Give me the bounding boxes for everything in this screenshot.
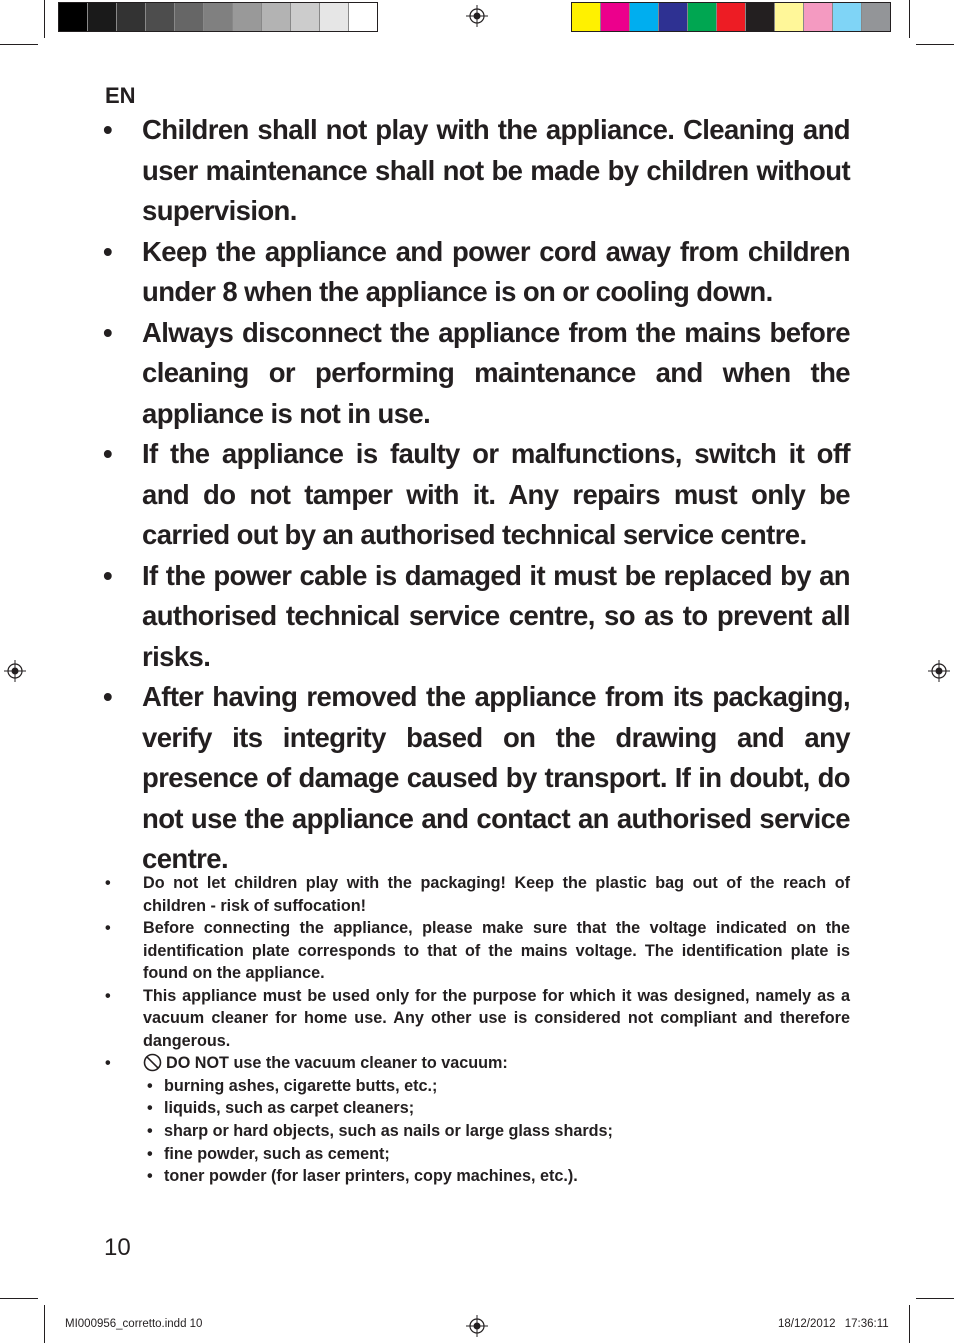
major-warning: • Keep the appliance and power cord away from children under 8 when the appliance is on or cooling down. <box>103 232 850 313</box>
bullet-icon: • <box>103 559 113 591</box>
color-swatch <box>88 3 117 31</box>
minor-warning: • Before connecting the appliance, please make sure that the voltage indicated on the identification plate corresponds to that of the mains voltage. The identification plate is found on the appliance. <box>105 919 850 982</box>
bullet-icon: • <box>147 1167 153 1186</box>
major-warning: • Children shall not play with the appliance. Cleaning and user maintenance shall not be made by children without supervision. <box>103 110 850 232</box>
bullet-icon: • <box>103 114 113 145</box>
grayscale-color-bar <box>58 2 378 32</box>
color-swatch <box>862 3 890 31</box>
bullet-icon: • <box>147 1099 153 1118</box>
color-swatch <box>204 3 233 31</box>
color-swatch <box>572 3 601 31</box>
minor-warning: • Do not let children play with the packaging! Keep the plastic bag out of the reach of children - risk of suffocation! <box>105 874 850 915</box>
bullet-icon: • <box>103 316 113 348</box>
prohibited-item: • sharp or hard objects, such as nails or large glass shards; <box>143 1120 850 1143</box>
language-code: EN <box>105 83 136 108</box>
bullet-icon: • <box>103 681 113 712</box>
minor-warning: • This appliance must be used only for the purpose for which it was designed, namely as a vacuum cleaner for home use. Any other use is considered not compliant and therefore dangerous. <box>105 986 850 1050</box>
color-swatch <box>291 3 320 31</box>
color-swatch <box>117 3 146 31</box>
major-warning: • After having removed the appliance from its packaging, verify its integrity based on the drawing and any presence of damage caused by transport. If in doubt, do not use the appliance and contact an authorised service centre. <box>103 677 850 880</box>
crop-mark <box>44 0 45 38</box>
crop-mark <box>916 44 954 45</box>
bullet-icon: • <box>105 919 111 937</box>
color-swatch <box>262 3 291 31</box>
prohibited-item: • toner powder (for laser printers, copy machines, etc.). <box>143 1165 850 1188</box>
color-swatch <box>746 3 775 31</box>
crop-mark <box>0 44 38 45</box>
major-warning: • Always disconnect the appliance from the mains before cleaning or performing maintenance and when the appliance is not in use. <box>103 313 850 435</box>
color-swatch <box>775 3 804 31</box>
crop-mark <box>44 1305 45 1343</box>
crop-mark <box>909 0 910 38</box>
prohibition-heading: DO NOT use the vacuum cleaner to vacuum: <box>166 1054 508 1072</box>
color-swatch <box>833 3 862 31</box>
color-swatch <box>630 3 659 31</box>
process-color-bar <box>571 2 891 32</box>
major-warning: • If the power cable is damaged it must be replaced by an authorised technical service centre, so as to prevent all risks. <box>103 556 850 678</box>
color-swatch <box>804 3 833 31</box>
prohibited-item: • burning ashes, cigarette butts, etc.; <box>143 1075 850 1098</box>
prohibited-item: • fine powder, such as cement; <box>143 1143 850 1166</box>
prohibited-item: • liquids, such as carpet cleaners; <box>143 1097 850 1120</box>
color-swatch <box>717 3 746 31</box>
bullet-icon: • <box>147 1121 153 1140</box>
bullet-icon: • <box>103 235 113 267</box>
color-swatch <box>175 3 204 31</box>
color-swatch <box>688 3 717 31</box>
color-swatch <box>146 3 175 31</box>
bullet-icon: • <box>103 438 113 469</box>
bullet-icon: • <box>105 986 111 1005</box>
registration-mark-icon <box>466 5 488 27</box>
crop-mark <box>909 1305 910 1343</box>
page-number: 10 <box>104 1234 131 1261</box>
major-warning: • If the appliance is faulty or malfunctions, switch it off and do not tamper with it. Any repairs must only be carried out by an authorised technical service centre. <box>103 434 850 556</box>
bullet-icon: • <box>105 1054 111 1072</box>
prohibited-items-list <box>143 1075 850 1189</box>
footer-time: 17:36:11 <box>844 1318 889 1330</box>
footer-timestamp <box>778 1318 889 1330</box>
crop-mark <box>916 1298 954 1299</box>
color-swatch <box>59 3 88 31</box>
prohibition-warning <box>103 1052 850 1188</box>
color-swatch <box>349 3 377 31</box>
major-warnings-list <box>103 110 850 880</box>
prohibition-icon <box>143 1053 162 1072</box>
minor-warnings-list <box>103 872 850 1188</box>
color-swatch <box>320 3 349 31</box>
footer-date: 18/12/2012 <box>778 1318 836 1330</box>
color-swatch <box>601 3 630 31</box>
crop-mark <box>0 1298 38 1299</box>
color-swatch <box>233 3 262 31</box>
bullet-icon: • <box>147 1076 153 1095</box>
registration-mark-icon <box>4 660 26 682</box>
registration-mark-icon <box>928 660 950 682</box>
registration-mark-icon <box>466 1315 488 1337</box>
color-swatch <box>659 3 688 31</box>
footer-filename: MI000956_corretto.indd 10 <box>65 1318 203 1330</box>
bullet-icon: • <box>147 1144 153 1163</box>
bullet-icon: • <box>105 874 111 892</box>
